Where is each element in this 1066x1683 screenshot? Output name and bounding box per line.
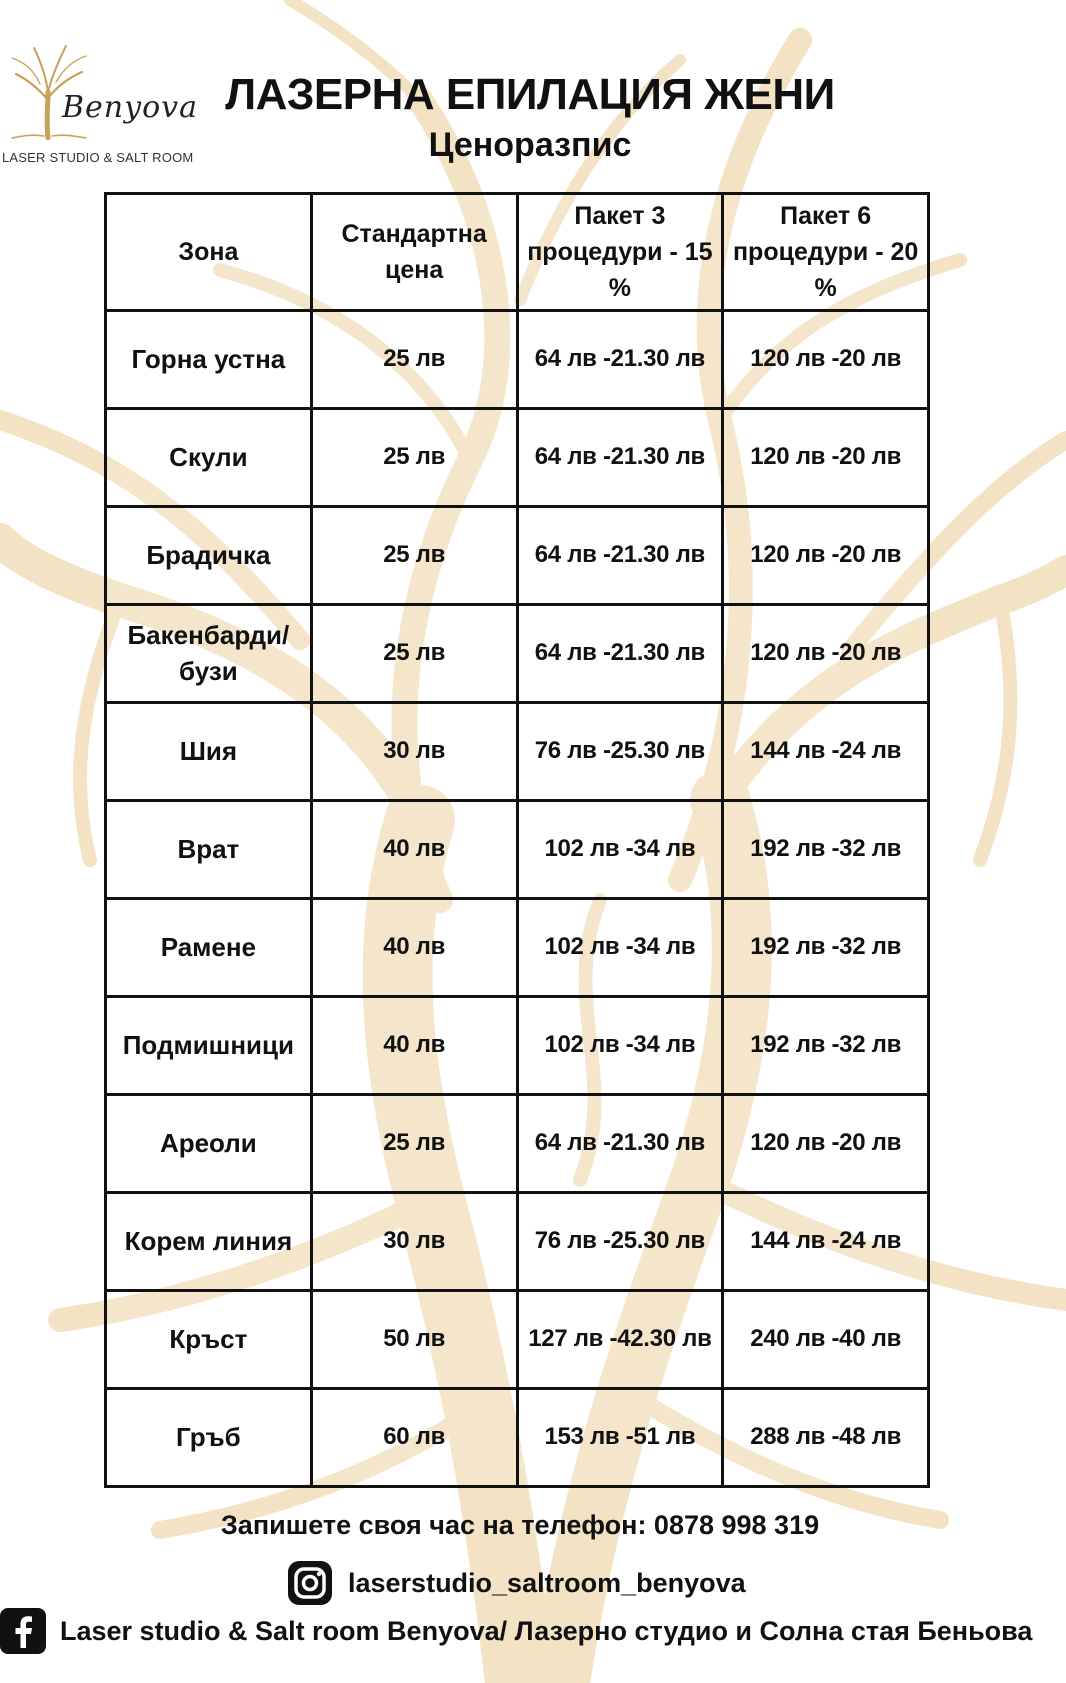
standard-price-cell: 25 лв bbox=[311, 507, 517, 605]
standard-price-cell: 50 лв bbox=[311, 1291, 517, 1389]
zone-cell: Корем линия bbox=[106, 1193, 312, 1291]
zone-cell: Гръб bbox=[106, 1389, 312, 1487]
table-header-row bbox=[106, 194, 929, 311]
instagram-handle: laserstudio_saltroom_benyova bbox=[348, 1567, 746, 1598]
package-3-cell: 64 лв -21.30 лв bbox=[517, 1095, 723, 1193]
package-6-cell: 120 лв -20 лв bbox=[723, 1095, 929, 1193]
page-subtitle: Ценоразпис bbox=[428, 126, 632, 164]
booking-phone-line[interactable]: Запишете своя час на телефон: 0878 998 319 bbox=[220, 1510, 820, 1540]
package-3-cell: 76 лв -25.30 лв bbox=[517, 1193, 723, 1291]
column-header-zone: Зона bbox=[106, 194, 312, 311]
facebook-page-name: Laser studio & Salt room Benyova/ Лазерно студио и Солна стая Беньова bbox=[60, 1615, 1033, 1646]
instagram-link[interactable] bbox=[286, 1556, 746, 1610]
package-6-cell: 192 лв -32 лв bbox=[723, 899, 929, 997]
column-header-package-6: Пакет 6 процедури - 20 % bbox=[723, 194, 929, 311]
table-row bbox=[106, 703, 929, 801]
table-row bbox=[106, 997, 929, 1095]
package-6-cell: 120 лв -20 лв bbox=[723, 507, 929, 605]
instagram-icon bbox=[286, 1559, 334, 1607]
standard-price-cell: 40 лв bbox=[311, 801, 517, 899]
facebook-icon bbox=[0, 1608, 46, 1654]
package-6-cell: 288 лв -48 лв bbox=[723, 1389, 929, 1487]
standard-price-cell: 25 лв bbox=[311, 311, 517, 409]
package-6-cell: 240 лв -40 лв bbox=[723, 1291, 929, 1389]
studio-logo bbox=[0, 40, 200, 180]
table-row bbox=[106, 899, 929, 997]
page-title: ЛАЗЕРНА ЕПИЛАЦИЯ ЖЕНИ bbox=[225, 70, 835, 119]
table-row bbox=[106, 1389, 929, 1487]
facebook-link[interactable] bbox=[0, 1606, 1032, 1656]
package-3-cell: 102 лв -34 лв bbox=[517, 997, 723, 1095]
table-row bbox=[106, 801, 929, 899]
standard-price-cell: 60 лв bbox=[311, 1389, 517, 1487]
logo-subtitle: LASER STUDIO & SALT ROOM bbox=[2, 150, 194, 165]
package-3-cell: 64 лв -21.30 лв bbox=[517, 311, 723, 409]
package-3-cell: 102 лв -34 лв bbox=[517, 801, 723, 899]
zone-cell: Подмишници bbox=[106, 997, 312, 1095]
standard-price-cell: 40 лв bbox=[311, 997, 517, 1095]
zone-cell: Кръст bbox=[106, 1291, 312, 1389]
price-table bbox=[104, 192, 930, 1488]
standard-price-cell: 30 лв bbox=[311, 703, 517, 801]
zone-cell: Скули bbox=[106, 409, 312, 507]
zone-cell: Горна устна bbox=[106, 311, 312, 409]
zone-cell: Врат bbox=[106, 801, 312, 899]
zone-cell: Брадичка bbox=[106, 507, 312, 605]
standard-price-cell: 40 лв bbox=[311, 899, 517, 997]
table-row bbox=[106, 1291, 929, 1389]
table-row bbox=[106, 605, 929, 703]
table-row bbox=[106, 409, 929, 507]
package-3-cell: 76 лв -25.30 лв bbox=[517, 703, 723, 801]
zone-cell: Шия bbox=[106, 703, 312, 801]
column-header-package-3: Пакет 3 процедури - 15 % bbox=[517, 194, 723, 311]
package-3-cell: 102 лв -34 лв bbox=[517, 899, 723, 997]
zone-cell: Рамене bbox=[106, 899, 312, 997]
standard-price-cell: 25 лв bbox=[311, 1095, 517, 1193]
package-6-cell: 144 лв -24 лв bbox=[723, 1193, 929, 1291]
package-3-cell: 153 лв -51 лв bbox=[517, 1389, 723, 1487]
package-3-cell: 64 лв -21.30 лв bbox=[517, 507, 723, 605]
package-6-cell: 120 лв -20 лв bbox=[723, 409, 929, 507]
standard-price-cell: 30 лв bbox=[311, 1193, 517, 1291]
table-row bbox=[106, 1095, 929, 1193]
standard-price-cell: 25 лв bbox=[311, 409, 517, 507]
package-6-cell: 192 лв -32 лв bbox=[723, 801, 929, 899]
package-3-cell: 64 лв -21.30 лв bbox=[517, 409, 723, 507]
package-6-cell: 144 лв -24 лв bbox=[723, 703, 929, 801]
logo-name: Benyova bbox=[62, 90, 198, 125]
zone-cell: Бакенбарди/ бузи bbox=[106, 605, 312, 703]
zone-cell: Ареоли bbox=[106, 1095, 312, 1193]
table-row bbox=[106, 507, 929, 605]
package-3-cell: 127 лв -42.30 лв bbox=[517, 1291, 723, 1389]
table-row bbox=[106, 311, 929, 409]
standard-price-cell: 25 лв bbox=[311, 605, 517, 703]
package-6-cell: 192 лв -32 лв bbox=[723, 997, 929, 1095]
package-6-cell: 120 лв -20 лв bbox=[723, 605, 929, 703]
package-6-cell: 120 лв -20 лв bbox=[723, 311, 929, 409]
column-header-standard-price: Стандартна цена bbox=[311, 194, 517, 311]
package-3-cell: 64 лв -21.30 лв bbox=[517, 605, 723, 703]
table-row bbox=[106, 1193, 929, 1291]
